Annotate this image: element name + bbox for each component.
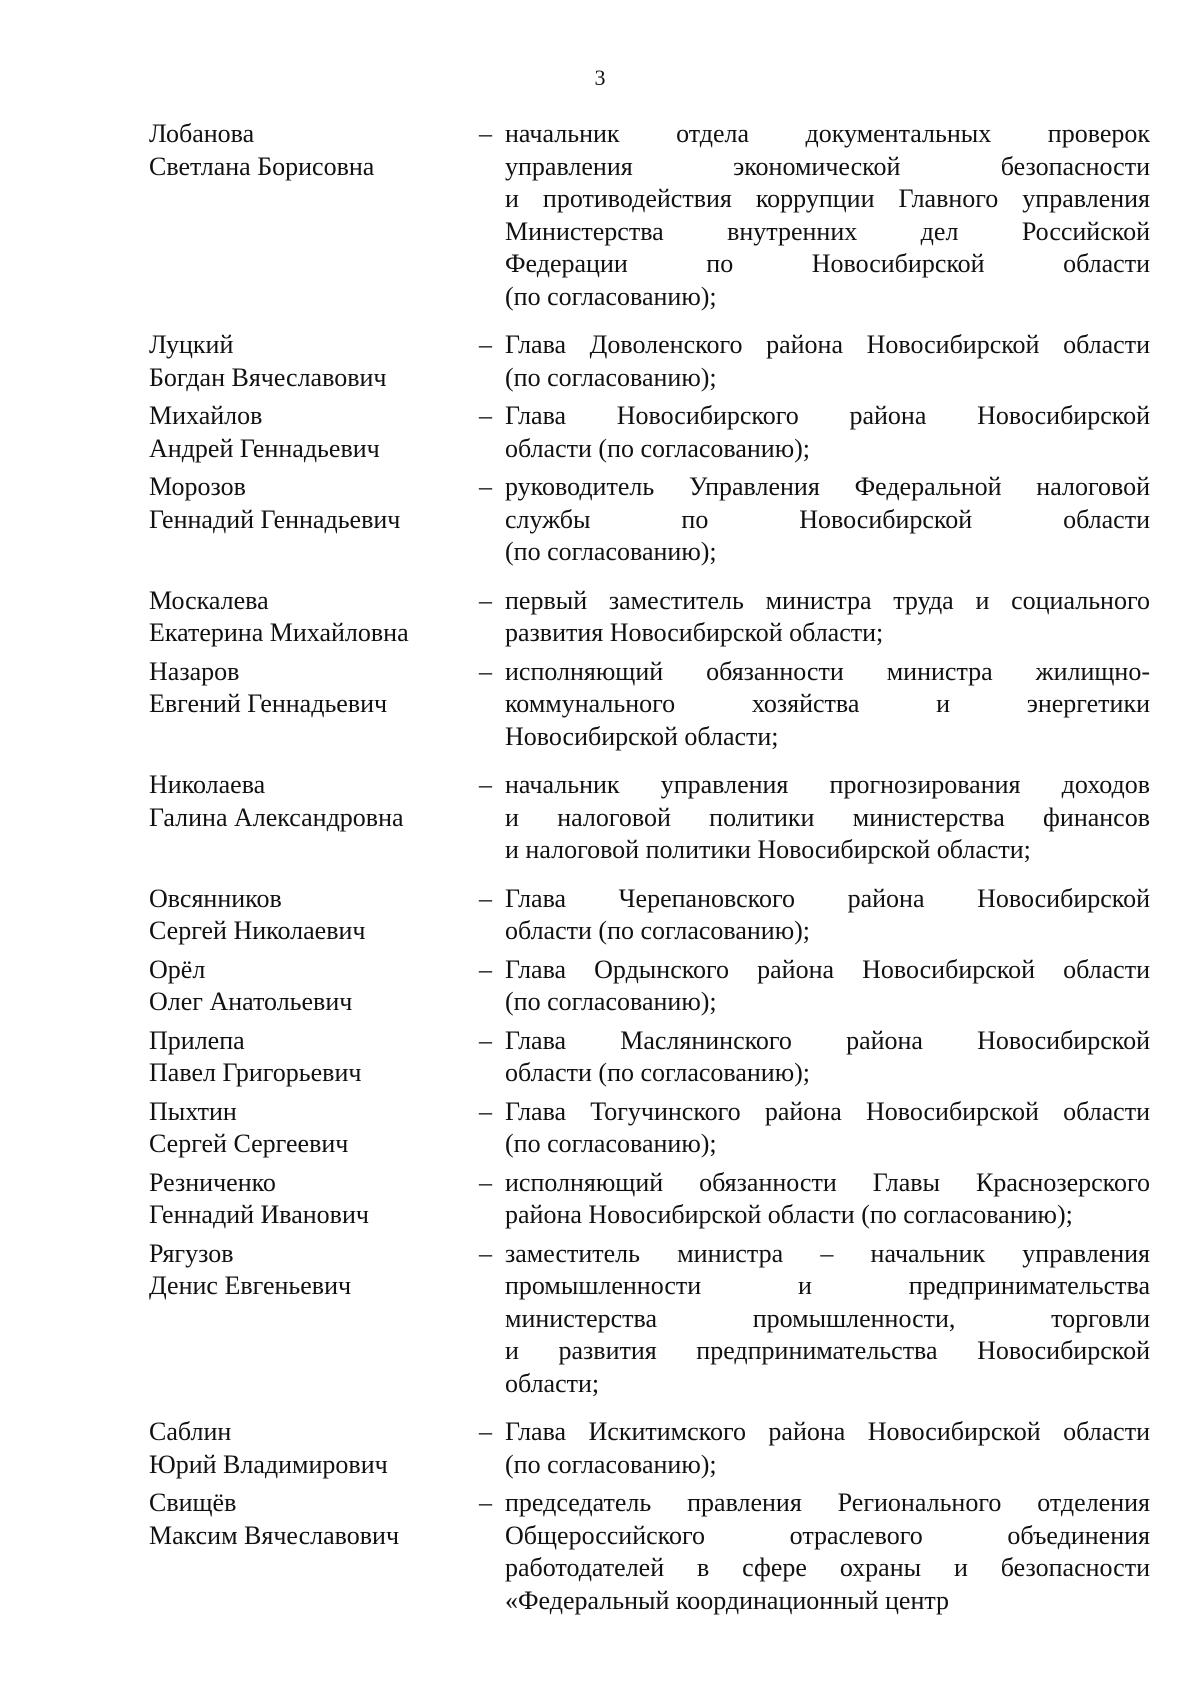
position-line: (по согласованию); <box>505 987 717 1016</box>
position-line: первый заместитель министра труда и социального <box>505 585 1150 615</box>
member-surname: Николаева <box>149 770 266 799</box>
dash-separator: – <box>479 401 492 430</box>
member-position <box>505 656 1150 754</box>
member-entry <box>149 954 1149 1019</box>
dash-separator: – <box>479 1238 492 1268</box>
position-line: заместитель министра – начальник управления <box>505 1238 1150 1268</box>
position-line: «Федеральный координационный центр <box>505 1585 950 1615</box>
position-line: и налоговой политики Новосибирской области; <box>505 835 1031 864</box>
position-line: начальник отдела документальных проверок <box>505 119 1150 148</box>
member-given-name: Максим Вячеславович <box>149 1520 400 1550</box>
member-entry <box>149 1238 1149 1401</box>
member-surname: Саблин <box>149 1417 232 1446</box>
dash-separator: – <box>479 883 492 913</box>
member-given-name: Екатерина Михайловна <box>149 618 409 647</box>
member-surname: Морозов <box>149 472 246 501</box>
member-position <box>505 1416 1150 1481</box>
member-entry <box>149 883 1149 948</box>
dash-separator: – <box>479 1167 492 1197</box>
member-entry <box>149 1025 1149 1090</box>
position-line: Глава Маслянинского района Новосибирской <box>505 1025 1150 1055</box>
member-list <box>149 118 1149 1623</box>
member-name <box>149 118 479 313</box>
position-line: коммунального хозяйства и энергетики <box>505 689 1150 718</box>
member-entry <box>149 656 1149 754</box>
position-line: области (по согласованию); <box>505 433 811 463</box>
position-line: исполняющий обязанности министра жилищно- <box>505 656 1150 686</box>
member-entry <box>149 471 1149 569</box>
member-name <box>149 1238 479 1401</box>
member-given-name: Геннадий Иванович <box>149 1200 369 1229</box>
member-position <box>505 1238 1150 1401</box>
dash-separator: – <box>479 1417 492 1446</box>
position-line: области; <box>505 1368 600 1398</box>
position-line: Глава Искитимского района Новосибирской области <box>505 1417 1150 1446</box>
position-line: промышленности и предпринимательства <box>505 1271 1150 1300</box>
member-position <box>505 400 1150 465</box>
member-surname: Москалева <box>149 585 269 615</box>
member-position <box>505 585 1150 650</box>
member-surname: Пыхтин <box>149 1096 237 1126</box>
position-line: Новосибирской области; <box>505 721 779 751</box>
member-position <box>505 769 1150 867</box>
member-entry <box>149 1416 1149 1481</box>
member-entry <box>149 585 1149 650</box>
member-name <box>149 1416 479 1481</box>
position-line: Глава Ордынского района Новосибирской области <box>505 954 1150 984</box>
member-position <box>505 954 1150 1019</box>
member-surname: Овсянников <box>149 883 282 913</box>
position-line: (по согласованию); <box>505 1449 717 1479</box>
member-entry <box>149 329 1149 394</box>
member-position <box>505 1025 1150 1090</box>
position-line: начальник управления прогнозирования доходов <box>505 770 1150 799</box>
member-position <box>505 118 1150 313</box>
dash-separator: – <box>479 1096 492 1126</box>
member-given-name: Сергей Николаевич <box>149 916 366 945</box>
member-position <box>505 1487 1150 1617</box>
member-given-name: Павел Григорьевич <box>149 1058 362 1087</box>
position-line: руководитель Управления Федеральной налоговой <box>505 472 1150 501</box>
member-position <box>505 1167 1150 1232</box>
member-name <box>149 1487 479 1617</box>
member-given-name: Денис Евгеньевич <box>149 1271 352 1300</box>
member-given-name: Светлана Борисовна <box>149 151 375 181</box>
member-surname: Свищёв <box>149 1488 237 1517</box>
member-surname: Рягузов <box>149 1238 234 1268</box>
member-name <box>149 1167 479 1232</box>
position-line: Глава Доволенского района Новосибирской области <box>505 330 1150 359</box>
position-line: Глава Новосибирского района Новосибирской <box>505 401 1150 430</box>
member-name <box>149 400 479 465</box>
member-entry <box>149 118 1149 313</box>
member-surname: Прилепа <box>149 1025 245 1055</box>
position-line: Федерации по Новосибирской области <box>505 249 1150 278</box>
member-name <box>149 1025 479 1090</box>
position-line: района Новосибирской области (по согласованию); <box>505 1200 1073 1229</box>
member-given-name: Олег Анатольевич <box>149 987 353 1016</box>
position-line: и налоговой политики министерства финансов <box>505 802 1150 832</box>
member-entry <box>149 1167 1149 1232</box>
dash-separator: – <box>479 1025 492 1055</box>
dash-separator: – <box>479 472 492 501</box>
member-given-name: Геннадий Геннадьевич <box>149 504 401 534</box>
position-line: (по согласованию); <box>505 281 717 311</box>
member-name <box>149 1096 479 1161</box>
position-line: службы по Новосибирской области <box>505 504 1150 534</box>
member-surname: Назаров <box>149 656 240 686</box>
page-number: 3 <box>594 65 606 90</box>
position-line: и развития предпринимательства Новосибирской <box>505 1336 1150 1365</box>
dash-separator: – <box>479 770 492 799</box>
position-line: Общероссийского отраслевого объединения <box>505 1520 1150 1550</box>
member-name <box>149 656 479 754</box>
member-surname: Михайлов <box>149 401 263 430</box>
position-line: (по согласованию); <box>505 1129 717 1158</box>
position-line: области (по согласованию); <box>505 916 811 945</box>
position-line: работодателей в сфере охраны и безопасности <box>505 1553 1150 1582</box>
position-line: области (по согласованию); <box>505 1058 811 1087</box>
member-surname: Орёл <box>149 954 206 984</box>
member-name <box>149 329 479 394</box>
position-line: Глава Черепановского района Новосибирской <box>505 883 1150 913</box>
member-position <box>505 329 1150 394</box>
position-line: управления экономической безопасности <box>505 151 1150 181</box>
member-entry <box>149 1096 1149 1161</box>
member-given-name: Богдан Вячеславович <box>149 362 387 392</box>
dash-separator: – <box>479 954 492 984</box>
member-position <box>505 883 1150 948</box>
dash-separator: – <box>479 330 492 359</box>
member-given-name: Андрей Геннадьевич <box>149 433 380 463</box>
member-name <box>149 883 479 948</box>
position-line: Министерства внутренних дел Российской <box>505 216 1150 246</box>
position-line: развития Новосибирской области; <box>505 618 884 647</box>
member-name <box>149 769 479 867</box>
member-given-name: Галина Александровна <box>149 802 404 832</box>
member-given-name: Юрий Владимирович <box>149 1449 388 1479</box>
dash-separator: – <box>479 119 492 148</box>
dash-separator: – <box>479 1488 492 1517</box>
member-given-name: Сергей Сергеевич <box>149 1129 349 1158</box>
member-entry <box>149 1487 1149 1617</box>
member-position <box>505 1096 1150 1161</box>
member-name <box>149 585 479 650</box>
position-line: Глава Тогучинского района Новосибирской области <box>505 1096 1150 1126</box>
dash-separator: – <box>479 656 492 686</box>
position-line: председатель правления Регионального отделения <box>505 1488 1150 1517</box>
member-surname: Резниченко <box>149 1167 276 1197</box>
position-line: исполняющий обязанности Главы Краснозерского <box>505 1167 1150 1197</box>
member-surname: Луцкий <box>149 330 234 359</box>
position-line: министерства промышленности, торговли <box>505 1303 1150 1333</box>
dash-separator: – <box>479 585 492 615</box>
position-line: (по согласованию); <box>505 362 717 392</box>
member-name <box>149 471 479 569</box>
member-entry <box>149 400 1149 465</box>
position-line: и противодействия коррупции Главного управления <box>505 184 1150 213</box>
position-line: (по согласованию); <box>505 537 717 566</box>
member-entry <box>149 769 1149 867</box>
member-position <box>505 471 1150 569</box>
member-given-name: Евгений Геннадьевич <box>149 689 388 718</box>
member-surname: Лобанова <box>149 119 255 148</box>
member-name <box>149 954 479 1019</box>
